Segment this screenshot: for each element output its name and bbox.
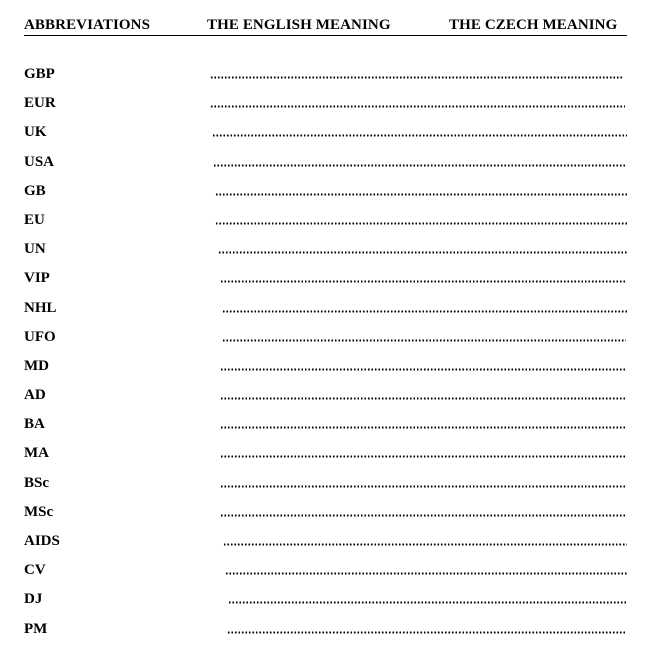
abbreviation-label: BA [24, 416, 45, 433]
list-item [24, 502, 634, 531]
answer-blank[interactable] [210, 76, 624, 79]
list-item [24, 122, 634, 151]
abbreviation-label: GB [24, 182, 46, 199]
abbreviation-label: EU [24, 211, 45, 228]
list-item [24, 64, 634, 93]
list-item [24, 181, 634, 210]
abbreviation-label: CV [24, 562, 46, 579]
list-item [24, 356, 634, 385]
answer-blank[interactable] [220, 514, 627, 517]
abbreviation-label: UFO [24, 328, 56, 345]
list-item [24, 414, 634, 443]
answer-blank[interactable] [225, 572, 627, 575]
table-header [24, 15, 627, 36]
answer-blank[interactable] [227, 631, 625, 634]
answer-blank[interactable] [220, 368, 627, 371]
abbreviation-label: BSc [24, 474, 50, 491]
answer-blank[interactable] [210, 105, 625, 108]
english-meaning-heading: THE ENGLISH MEANING [207, 17, 391, 33]
list-item [24, 210, 634, 239]
answer-blank[interactable] [222, 339, 626, 342]
abbreviation-label: UK [24, 124, 47, 141]
abbreviation-label: USA [24, 153, 55, 170]
answer-blank[interactable] [220, 397, 627, 400]
abbreviation-label: UN [24, 241, 46, 258]
list-item [24, 443, 634, 472]
answer-blank[interactable] [213, 164, 627, 167]
abbreviation-label: GBP [24, 66, 55, 82]
abbreviation-label: MSc [24, 503, 54, 520]
list-item [24, 619, 634, 648]
abbreviations-heading: ABBREVIATIONS [24, 17, 151, 33]
list-item [24, 560, 634, 589]
list-item [24, 152, 634, 181]
answer-blank[interactable] [218, 251, 627, 254]
list-item [24, 268, 634, 297]
answer-blank[interactable] [215, 222, 627, 225]
answer-blank[interactable] [220, 455, 627, 458]
abbreviation-label: VIP [24, 270, 50, 287]
abbreviation-label: AD [24, 387, 46, 404]
abbreviation-label: MD [24, 357, 49, 374]
answer-blank[interactable] [228, 601, 627, 604]
list-item [24, 589, 634, 618]
list-item [24, 531, 634, 560]
answer-blank[interactable] [212, 134, 627, 137]
czech-meaning-heading: THE CZECH MEANING [449, 17, 618, 33]
abbreviation-label: MA [24, 445, 49, 462]
abbreviation-list [24, 64, 634, 648]
list-item [24, 93, 634, 122]
abbreviation-label: EUR [24, 95, 56, 112]
list-item [24, 239, 634, 268]
list-item [24, 327, 634, 356]
list-item [24, 298, 634, 327]
abbreviation-label: PM [24, 620, 48, 637]
abbreviation-label: NHL [24, 299, 57, 316]
answer-blank[interactable] [215, 193, 627, 196]
list-item [24, 473, 634, 502]
list-item [24, 385, 634, 414]
answer-blank[interactable] [222, 310, 627, 313]
answer-blank[interactable] [220, 485, 627, 488]
answer-blank[interactable] [223, 543, 627, 546]
answer-blank[interactable] [220, 280, 627, 283]
abbreviation-label: DJ [24, 591, 43, 608]
answer-blank[interactable] [220, 426, 627, 429]
abbreviation-label: AIDS [24, 533, 60, 549]
